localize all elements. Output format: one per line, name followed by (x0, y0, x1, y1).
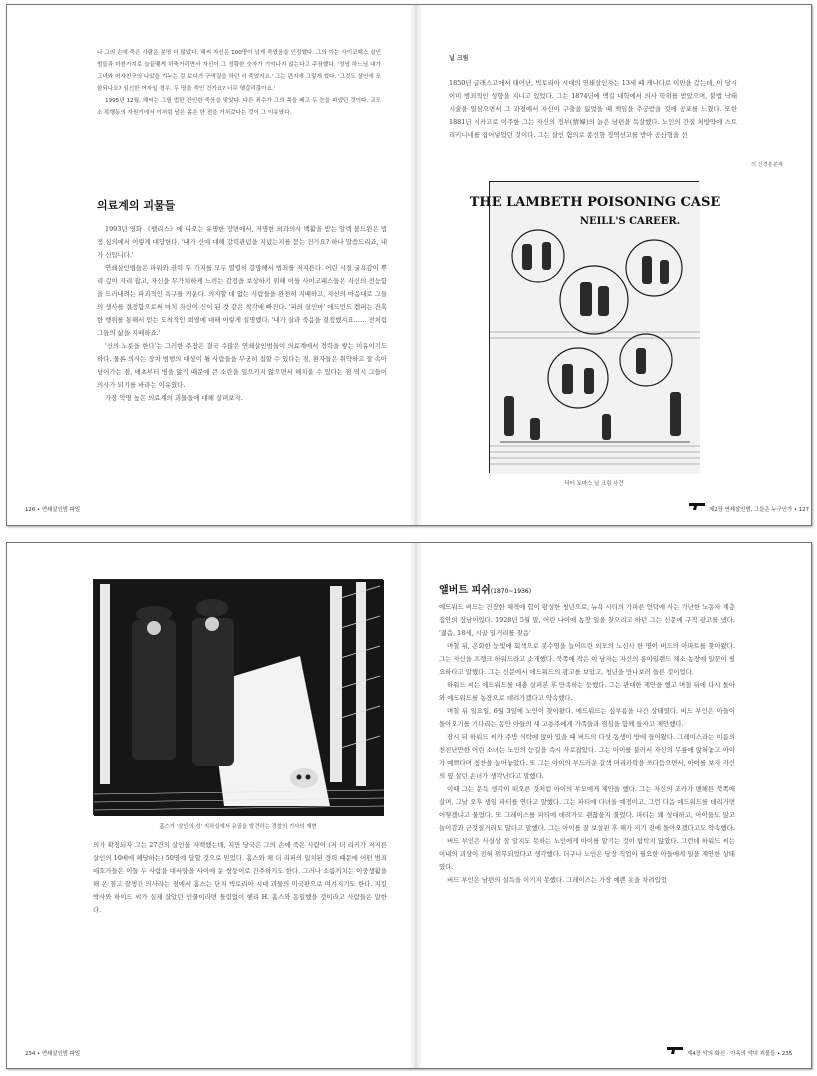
section-body (97, 223, 387, 405)
intro-paragraph: 나 그의 손에 죽은 사람은 분명 더 많았다. 해씨 자신은 100명이 넘게 죽였음을 인정했다. 그의 이는 사이코패스 살인범들과 마찬가지로 늘끝맺게 허축거리면서 자신이 그 정확한 숫자가 기억나지 않는다고 주장했다. '정녕 하느님 내가 그녀와 여자친구의 나았을 겨누는 걸 보다가 구역질을 하던 서 죽였지요.' 그는 편지에 그렇게 썼다. '그것도 살인에 포함되나요? 임신한 여자일 경우, 두 명을 죽인 건가요? 너무 헷갈리잖아요.' (97, 50, 381, 92)
gun-icon (689, 503, 705, 510)
section-body (93, 839, 387, 917)
page-folio-right: 제2장 연쇄살인범, 그들은 누구인가 • 127 (709, 507, 810, 513)
page-folio-left: 234 • 연쇄살인범 파일 (25, 1051, 81, 1057)
intro-paragraph: 1995년 12월, 해씨는 그릴 법한 잔인한 죽음을 맞았다. 다른 죄수가 그의 목을 베고 두 눈을 파냈던 것이다. 교도소 폭행동의 자원기에서 이처럼 남은 몸은 한 전을 거처갔다는 것이 그 이유였다. (97, 98, 381, 116)
section-body (439, 601, 735, 887)
footnote: 의 신경흥분제 (751, 162, 783, 168)
body-paragraph: 가장 악명 높은 의료계의 괴물들에 대해 살펴보자. (105, 394, 243, 402)
figure-caption: 홈스가 '살인의 성' 지하실에서 유골을 발견하는 경찰의 기사의 재현 (159, 824, 317, 830)
section-intro (449, 77, 737, 142)
body-paragraph: 에드워드 버드는 건장한 체격에 힘이 왕성한 청년으로, 뉴욕 시티의 가파른 언덕에 사는 가난한 노동자 계층 집안의 장남이었다. 1928년 5월 말, 어린 나이에 농장 일을 찾으려고 하던 그는 신문에 구직 광고를 냈다. '젊음, 18세, 시골 일거리를 찾음' (439, 603, 735, 637)
book-spread-top (6, 4, 812, 526)
title-name: 앨버트 피쉬 (439, 585, 491, 596)
section-title: 의료계의 괴물들 (97, 199, 176, 212)
lambeth-illustration (469, 181, 721, 473)
figure-caption: 닥터 토마스 닐 크림 사건 (564, 481, 624, 487)
figure-headline: THE LAMBETH POISONING CASE (469, 195, 721, 210)
body-paragraph: 하워드 씨는 에드워드를 대충 살펴본 후 만족하는 듯했다. 그는 관대한 제안을 했고 며칠 뒤에 다시 돌아와 에드워드를 농장으로 데려가겠다고 약속했다. (439, 681, 735, 702)
body-paragraph: '신의 노릇을 한다'는 그러한 주장은 결국 수많은 연쇄살인범들이 의료계에서 경력을 쌓는 이유이기도 하다. 물론 의사는 장차 범행의 대상이 될 사람들을 무궁히 접할 수 있다는 점, 환자들은 취약하고 잘 속아넘어가는 점, 애초부터 병을 앓기 때문에 큰 소란을 일으키지 않으면서 해치울 수 있다는 점 역시 그들이 의사가 되기를 바라는 이유였다. (97, 342, 387, 389)
body-paragraph: 1850년 글래스고에서 태어난, 빅토리아 시대의 연쇄살인자는 13세 때 캐나다로 이민을 갔는데, 이 당시 이미 범죄적인 성향을 지니고 있었다. 그는 1874년에 맥길 대학에서 의사 학위를 받았으며, 불법 낙태 시술을 일삼으면서 그 과정에서 자신이 구출을 잃었을 때 책임을 추궁받을 것에 공포를 느꼈다. 또한 1881년 시카고로 이주한 그는 자신의 정부(情婦)의 늙은 남편을 독살했다. 노인의 간질 처방약에 스트리키니네를 집어넣었던 것이다. 그는 살인 혐의로 종신형 징역선고를 받아 공산형을 선 (449, 79, 737, 139)
body-paragraph: 의가 확정되자 그는 27건의 살인을 자백했는데, 지만 당국은 그의 손에 죽은 사람이 (저 더 리키가 저지른 살인의 10배에 해당하는) 50명에 달할 것으로 믿었다. 홈스와 채 더 리퍼의 일치된 경력 때문에 어떤 범죄 애호가들은 이들 두 사람을 대서양을 사이에 둔 쌍둥이로 간주하기도 한다. 그러나 소름끼치는 이중생활을 해 온 점고 잘생긴 의사라는 점에서 홈스는 단지 빅토리아 시대 괴물의 미국판으로 여겨지기도 한다. 지킬 박사와 하이드 씨가 실제 살았던 인물이라면 틀림없이 헨리 H. 홈스와 동일했을 것이라고 사람들은 말한다. (93, 841, 387, 914)
body-paragraph: 버드 부인은 사실상 잘 알지도 못하는 노인에게 아이를 맡기는 것이 탐탁지 않았다. 그런데 하워드 씨는 이내의 괴상이 전혀 위무되었다고 생각했다. 더구나 노인은 당장 직업이 필요한 아들에게 일을 제안한 상태였다. (439, 837, 735, 871)
holmes-illustration (93, 579, 383, 815)
intro-text (97, 47, 381, 119)
body-paragraph: 며칠 뒤, 온화한 눈빛에 회색으로 콧수염을 늘어뜨린 외모의 노신사 한 명이 버드의 아파트를 찾아왔다. 그는 자신을 프랭크 하워드라고 소개했다. 북쪽에 작은 이 남자는 자신의 롱아일랜드 채소 농장에 일꾼이 필요하다고 말했다. 그는 신문에서 에드워드의 광고를 보았고, 청년을 만나보러 들른 것이었다. (439, 642, 735, 676)
body-paragraph: 이때 그는 문득 생각이 떠오른 것처럼 아이의 부모에게 제안을 했다. 그는 자신의 조카가 맨해튼 북쪽에 살며, 그날 오후 생일 파티를 연다고 말했다. 그는 파티에 다녀올 예정이고, 그런 다음 에드워드를 데리가면 어떻겠냐고 물었다. 또 그레이스를 파티에 데려가도 괜찮을지 물었다. 파티는 꽤 성대하고, 아이들도 많고 놀이감과 군것질거리도 많다고 말했다. 그는 아이를 잘 보살핀 후 해가 지기 전에 돌아오겠다고도 약속했다. (439, 785, 735, 832)
section-title (439, 581, 531, 596)
section-label: 닐 크림 (449, 55, 469, 62)
body-paragraph: 연쇄살인범들은 파워와 권력 두 가지를 모두 열렬히 갈망해서 범죄를 저지른다. 어린 시절 굴욕감이 뿌리 깊이 자리 잡고, 자신을 무가치하게 느끼는 감정을 보상하기 위해 이들 사이코패스들은 자신의 전능함을 드러내려는 파괴적인 욕구를 키운다. 의지할 데 없는 사람들을 완전히 지배하고, 자신의 마음대로 그들의 생사를 결정함으로써 마치 자신이 신이 된 것 같은 착각에 빠진다. '피의 살인마' 에드먼드 켐퍼는 잔혹한 행위를 통해서 얻는 도착적인 희열에 대해 이렇게 설명했다. '내가 살과 죽음을 결정했지요…… 전처럼 그들의 삶을 지배하죠.' (97, 264, 387, 337)
page-folio-right: 제4장 악의 화신 · 아옥의 악녀 괴물들 • 235 (687, 1051, 793, 1057)
title-years: (1870~1936) (490, 588, 532, 595)
figure-subhead: NEILL'S CAREER. (579, 216, 681, 227)
gun-icon (667, 1047, 683, 1054)
body-paragraph: 잠시 뒤 하워드 씨가 주방 식탁에 앉아 있을 때 버드의 다섯 동생이 방에 들어왔다. 그레이스라는 이름의 천진난만한 어린 소녀는 노인의 눈길을 즉시 사로잡았다. 그는 아이를 불러서 자신의 무릎에 앉혀놓고 아이가 예쁘다며 칭찬을 늘어놓았다. 또 그는 아이의 부드러운 갈색 머리카락을 쓰다듬으면서, 아이를 보자 자신의 옆 살던 손녀가 생각난다고 말했다. (439, 733, 735, 780)
body-paragraph: 1993년 영화 《펠리스》에 나오는 유명한 장면에서, 저명한 외과의사 백활을 받는 알렉 볼드윈은 법정 심의에서 이렇게 대답한다. '내가 신에 대해 강력관념을 지녔는지를 묻는 건가요? 하나 말씀드리죠, 내가 신입니다.' (97, 225, 387, 259)
page-folio-left: 126 • 연쇄살인범 파일 (25, 507, 81, 513)
body-paragraph: 며칠 뒤 일요일, 6월 3일에 노인이 찾아왔다. 에드워드는 심부름을 나간 상태였다. 버드 부인은 아들이 돌아오기를 기다리는 동안 아들의 새 고용주에게 가족들과 점심을 함께 들자고 제안했다. (439, 707, 735, 728)
body-paragraph: 버드 부인은 남편의 설득을 이기지 못했다. 그레이스는 가장 예쁜 옷을 차려입었 (447, 876, 667, 884)
book-gutter (409, 5, 423, 525)
woodcut-art (94, 580, 384, 816)
book-gutter (409, 543, 423, 1068)
book-spread-bottom (6, 542, 812, 1069)
engraving-art (469, 182, 721, 474)
